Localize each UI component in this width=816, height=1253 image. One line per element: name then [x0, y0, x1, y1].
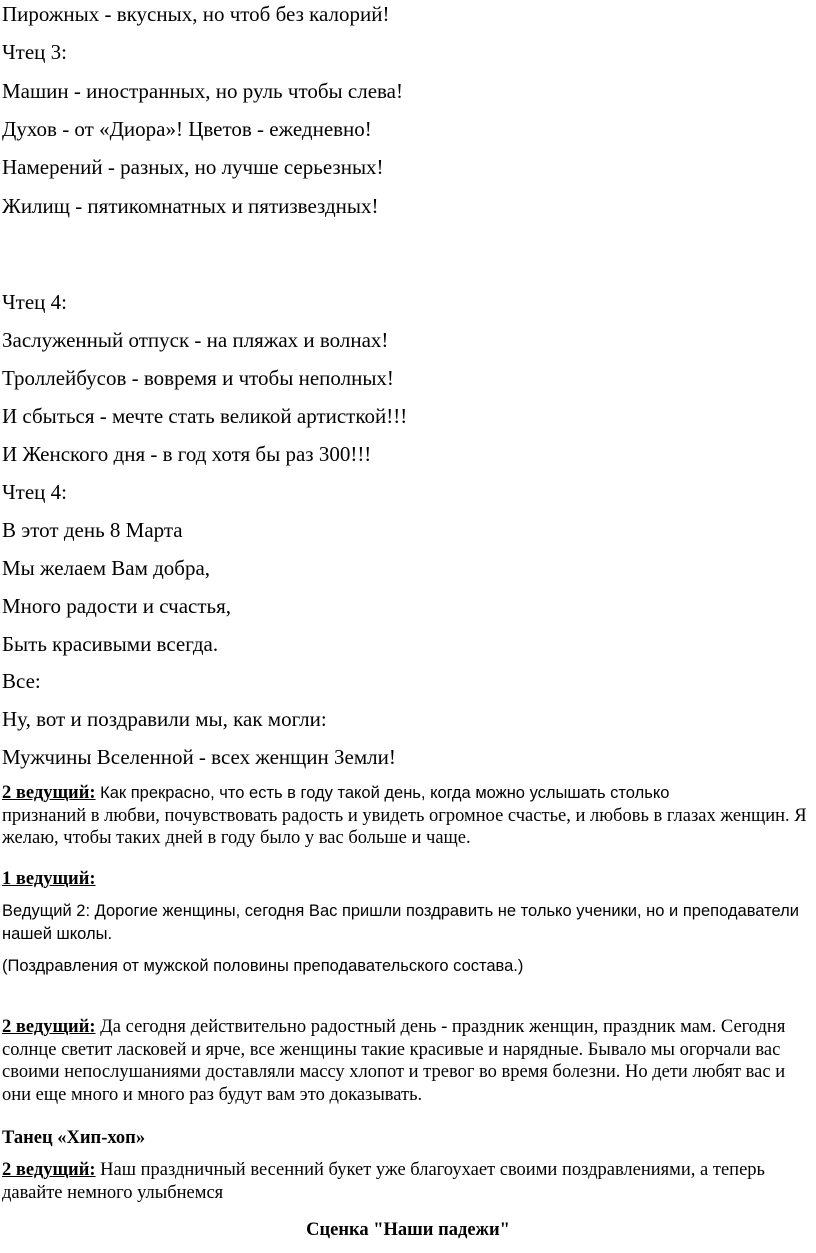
poem-line: В этот день 8 Марта	[2, 518, 183, 542]
host-paragraph-2: Ведущий 2: Дорогие женщины, сегодня Вас пришли поздравить не только ученики, но и преподаватели нашей школы.	[2, 902, 799, 943]
poem-line: Пирожных - вкусных, но чтоб без калорий!	[2, 2, 390, 26]
poem-line: Намерений - разных, но лучше серьезных!	[2, 155, 384, 179]
speaker-label: 2 ведущий:	[2, 783, 96, 803]
poem-line: Мужчины Вселенной - всех женщин Земли!	[2, 745, 396, 769]
poem-line: Духов - от «Диора»! Цветов - ежедневно!	[2, 117, 372, 141]
paragraph-text: Как прекрасно, что есть в году такой день, когда можно услышать столько	[95, 784, 670, 802]
note-paragraph: (Поздравления от мужской половины преподавательского состава.)	[2, 957, 524, 975]
speaker-label: 1 ведущий:	[2, 869, 96, 889]
speaker-label: 2 ведущий:	[2, 1017, 96, 1037]
poem-line: Мы желаем Вам добра,	[2, 556, 211, 580]
host-paragraph-1-first-line	[2, 782, 812, 805]
host-paragraph-1	[2, 782, 812, 850]
paragraph-text: Наш праздничный весенний букет уже благоухает своими поздравлениями, а теперь давайте немного улыбнемся	[2, 1160, 765, 1203]
paragraph-text: Да сегодня действительно радостный день - праздник женщин, праздник мам. Сегодня солнце светит ласковей и ярче, все женщины такие красивые и нарядные. Бывало мы огорчали вас своими непослушаниями доставляли массу хлопот и тревог во время болезни. Но дети любят вас и они еще много и много раз будут вам это доказывать.	[2, 1017, 786, 1105]
host-paragraph-4	[2, 1159, 812, 1204]
poem-line: Все:	[2, 669, 41, 693]
poem-line: Быть красивыми всегда.	[2, 632, 219, 656]
dance-heading: Танец «Хип-хоп»	[2, 1128, 146, 1148]
speaker-label: 2 ведущий:	[2, 1160, 96, 1180]
host-paragraph-3	[2, 1016, 812, 1106]
poem-line: Много радости и счастья,	[2, 594, 232, 618]
section-heading	[2, 868, 812, 891]
poem-line: Ну, вот и поздравили мы, как могли:	[2, 707, 327, 731]
poem-line: Чтец 3:	[2, 40, 67, 64]
poem-line: Машин - иностранных, но руль чтобы слева!	[2, 79, 403, 103]
poem-line: И сбыться - мечте стать великой артисткой!!!	[2, 404, 408, 428]
poem-line: И Женского дня - в год хотя бы раз 300!!!	[2, 442, 372, 466]
poem-line: Чтец 4:	[2, 480, 67, 504]
poem-line: Чтец 4:	[2, 290, 67, 314]
poem-line: Жилищ - пятикомнатных и пятизвездных!	[2, 194, 379, 218]
paragraph-text: признаний в любви, почувствовать радость и увидеть огромное счастье, и любовь в глазах женщин. Я желаю, чтобы таких дней в году было у вас больше и чаще.	[2, 805, 807, 848]
poem-line: Троллейбусов - вовремя и чтобы неполных!	[2, 366, 394, 390]
scene-title: Сценка "Наши падежи"	[306, 1220, 510, 1240]
poem-line: Заслуженный отпуск - на пляжах и волнах!	[2, 328, 389, 352]
